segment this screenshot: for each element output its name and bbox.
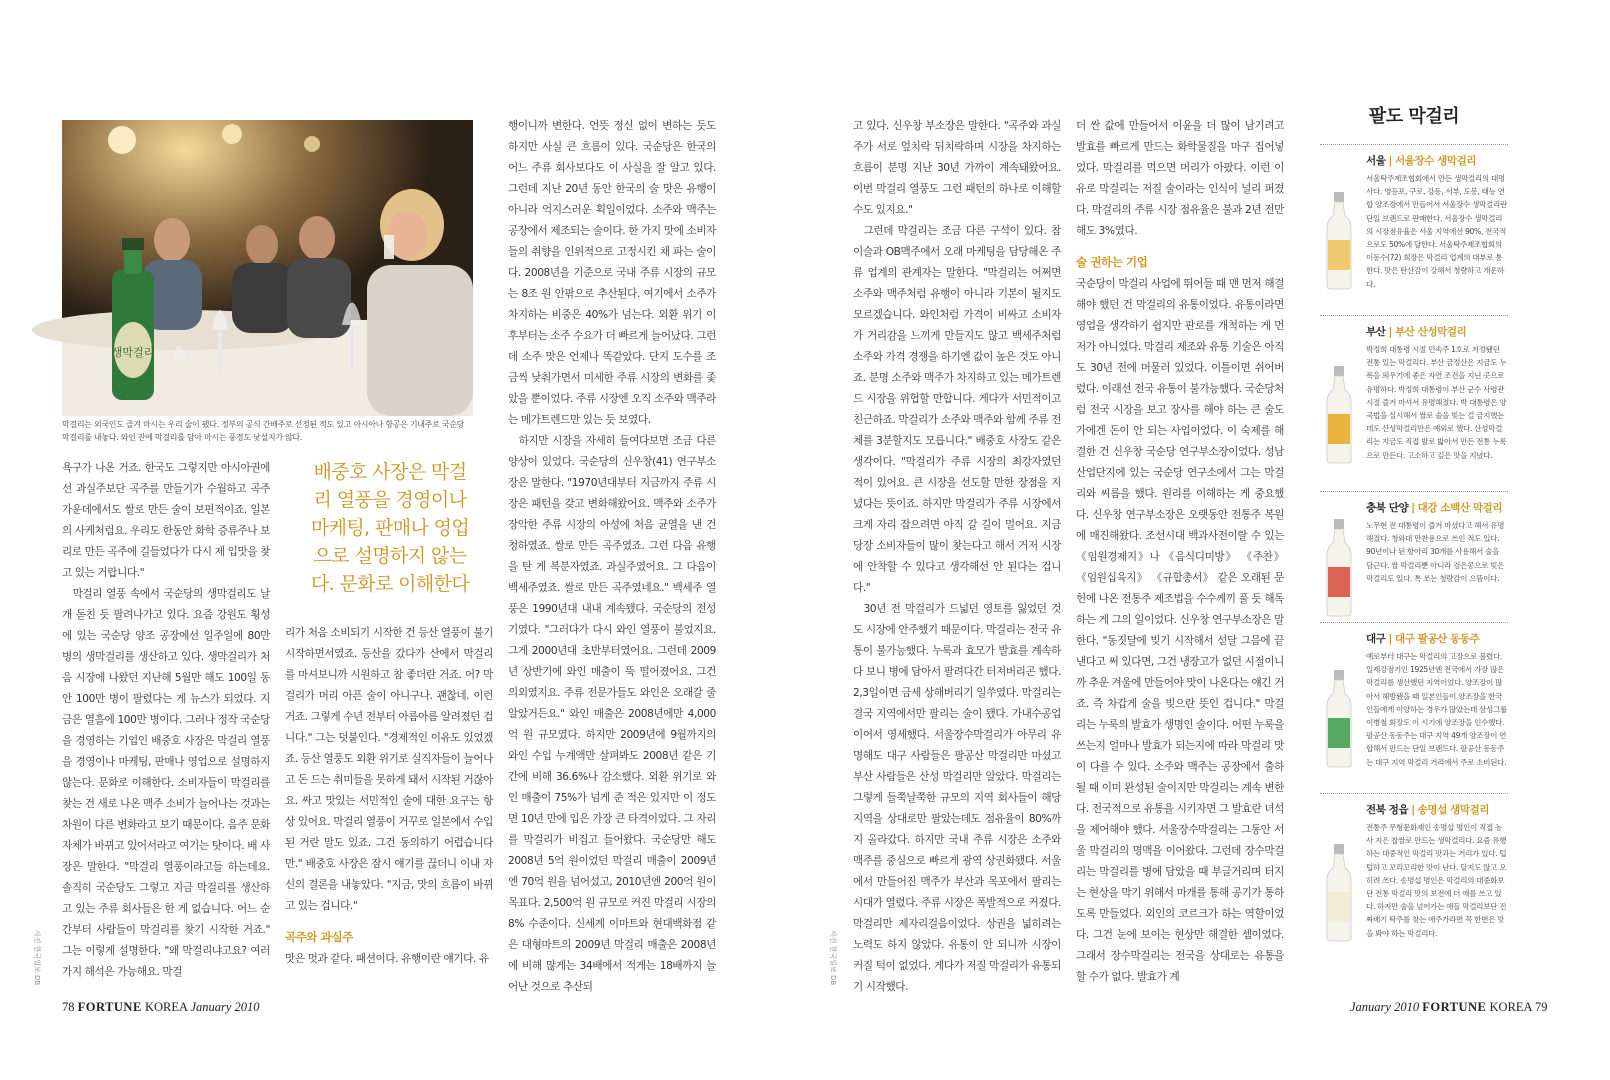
region: 대구: [1366, 633, 1386, 645]
issue-date: January 2010: [190, 1000, 260, 1014]
magazine-name-2: KOREA: [1489, 1000, 1532, 1014]
sidebar-item-heading: 대구 | 대구 팔공산 동동주: [1366, 633, 1480, 645]
region: 서울: [1366, 155, 1386, 167]
magazine-name: FORTUNE: [1422, 1000, 1487, 1014]
sidebar-item: [1320, 145, 1508, 315]
article-column-5: [1076, 116, 1284, 986]
region: 전북 정읍: [1366, 804, 1409, 816]
article-column-1: [62, 458, 270, 986]
photo-credit-right: 사진 한국일보 DB: [829, 930, 837, 986]
photo-caption: 막걸리는 외국인도 즐겨 마시는 우리 술이 됐다. 정부의 공식 간배주로 선정된 적도 있고 아시아나 항공은 기내주로 국순당 막걸리를 내놓다. 와인 잔에 막걸리를 담아 마시는 풍경도 낯설지가 않다.: [62, 420, 465, 442]
page-number: 79: [1535, 1000, 1548, 1014]
bottle-icon: [1324, 364, 1354, 464]
magazine-name: FORTUNE: [77, 1000, 142, 1014]
sidebar-item: [1320, 623, 1508, 793]
sidebar-item-heading: 충북 단양 | 대강 소백산 막걸리: [1366, 502, 1503, 514]
article-photo: [62, 120, 473, 416]
article-column-4: [853, 116, 1061, 993]
bottle-label: 생막걸리: [111, 346, 155, 359]
bottle-icon: [1324, 668, 1354, 768]
paragraph: 그런데 막걸리는 조금 다른 구석이 있다. 참이슬과 OB맥주에서 오래 마케팅을 담당해온 주류 업계의 관계자는 말한다. "막걸리는 어쩌면 소주와 맥주처럼 유행이 아니라 기본이 될지도 모르겠습니다. 와인처럼 가격이 비싸고 소비자가 거리감을 느끼게 만들지도 않고 백세주처럼 소주와 가격 경쟁을 하기엔 값이 높은 것도 아니죠. 분명 소주와 맥주가 차지하고 있는 메가트렌드 시장을 위협할 만합니다. 게다가 서민적이고 친근하죠. 막걸리가 소주와 맥주와 함께 주류 전체를 3분할지도 모릅니다." 배중호 사장도 같은 생각이다. "막걸리가 주류 시장의 최강자였던 적이 있어요. 큰 시장을 선도할 만한 장점을 지녔다는 뜻이죠. 하지만 막걸리가 주류 시장에서 크게 자리 잡으려면 아직 갈 길이 멀어요. 지금 당장 소비자들이 많이 찾는다고 해서 거저 시장에 안착할 수 있다고 생각해선 안 된다는 겁니다.": [853, 225, 1061, 594]
article-column-2: [285, 623, 493, 986]
region: 충북 단양: [1366, 502, 1409, 514]
paragraph: 맛은 멋과 같다. 패션이다. 유행이란 얘기다. 유: [285, 953, 489, 965]
product-name: 송명섭 생막걸리: [1417, 804, 1490, 816]
sidebar-item: [1320, 316, 1508, 491]
sidebar-regional-makgeolli: [1320, 100, 1508, 969]
paragraph: 30년 전 막걸리가 드넓던 영토를 잃었던 것도 시장에 안주했기 때문이다. 막걸리는 전국 유통이 불가능했다. 누룩과 효모가 발효를 계속하다 보니 병에 담아서 팔려다간 터져버리곤 했다. 2,3일이면 금세 상해버리기 일쑤였다. 막걸리는 결국 지역에서만 팔리는 술이 됐다. 가내수공업이어서 영세했다. 서울장수막걸리가 아무리 유명해도 대구 사람들은 팔공산 막걸리만 마셨고 부산 사람들은 산성 막걸리만 알았다. 막걸리는 그렇게 들쭉날쭉한 규모의 지역 회사들이 해당 지역을 상대로만 팔았는데도 점유율이 80%까지 올라갔다. 하지만 국내 주류 시장은 소주와 맥주를 중심으로 빠르게 광역 상권화됐다. 서울에서 만들어진 맥주가 부산과 목포에서 팔리는 시대가 열렸다. 주류 시장은 폭발적으로 커졌다. 막걸리만 제자리걸음이었다. 상권을 넓히려는 노력도 하지 않았다. 유통이 안 되니까 시장이 커질 턱이 없었다. 게다가 저질 막걸리가 유통되기 시작했다.: [853, 603, 1061, 993]
paragraph: 국순당이 막걸리 사업에 뛰어들 때 맨 먼저 해결해야 했던 건 막걸리의 유통이었다. 유통이라면 영업을 생각하기 쉽지만 판로를 개척하는 게 먼저가 아니었다. 막걸리 제조와 유통 기술은 아직도 30년 전에 머물러 있었다. 이틀이면 쉬어버렸다. 이래선 전국 유통이 불가능했다. 국순당처럼 전국 시장을 보고 장사를 해야 하는 큰 술도가에겐 돈이 안 되는 사업이었다. 이 숙제를 해결한 건 신우창 국순당 연구부소장이었다. 성남 산업단지에 있는 국순당 연구소에서 그는 막걸리와 씨름을 했다. 원리를 이해하는 게 중요했다. 신우창 연구부소장은 오랫동안 전통주 복원에 매진해왔다. 조선시대 백과사전이랄 수 있는 《임원경제지》나 《음식디미방》 《주찬》 《임원십육지》 《규합총서》 같은 오래된 문헌에 나온 전통주 제조법을 수수께끼 풀 듯 해독하는 게 그의 일이었다. 신우창 연구부소장은 말한다. "동짓달에 빚기 시작해서 섣달 그믐에 끝낸다고 써 있다면, 그건 냉장고가 없던 시절이니까 추운 겨울에 만들어야 맛이 나온다는 얘긴 거죠. 즉 차갑게 술을 빚으란 뜻인 겁니다." 막걸리는 누룩의 발효가 생명인 술이다. 어떤 누룩을 쓰는지 얼마나 발효가 되는지에 따라 막걸리 맛이 다를 수 있다. 소주와 맥주는 공장에서 출하될 때 이미 완성된 술이지만 막걸리는 계속 변한다. 전국적으로 유통을 시키자면 그 발효란 녀석을 제어해야 했다. 서울장수막걸리는 그동안 서울 막걸리의 명맥을 이어왔다. 그런데 장수막걸리는 막걸리를 병에 담았을 때 부글거리며 터지는 현상을 막기 위해서 마개를 통해 공기가 통하도록 만들었다. 외인의 코르크가 하는 역할이었다. 그건 눈에 보이는 현상만 해결한 셈이었다. 그래서 장수막걸리는 전국을 상대로는 유통을 할 수가 없다. 발효가 계: [1076, 278, 1284, 983]
sidebar-item: [1320, 794, 1508, 969]
product-name: 대강 소백산 막걸리: [1417, 502, 1503, 514]
bottle-icon: [1324, 517, 1354, 617]
product-name: 대구 팔공산 동동주: [1394, 633, 1480, 645]
paragraph: 고 있다. 신우창 부소장은 말한다. "곡주와 과실주가 서로 엎치락 뒤치락하며 시장을 차지하는 흐름이 분명 지난 30년 가까이 계속돼왔어요. 이번 막걸리 열풍도 그런 패턴의 하나로 이해할 수도 있지요.": [853, 120, 1061, 216]
product-name: 부산 산성막걸리: [1394, 326, 1467, 338]
sidebar-item-heading: 전북 정읍 | 송명섭 생막걸리: [1366, 804, 1490, 816]
dinner-scene-illustration: [62, 120, 473, 416]
bottle-icon: [1324, 190, 1354, 290]
paragraph: 행이니까 변한다. 언뜻 정신 없이 변하는 듯도 하지만 사실 큰 흐름이 있다. 국순당은 한국의 어느 주류 회사보다도 이 사실을 잘 알고 있다. 그런데 지난 20년 동안 한국의 술 맛은 유행이 아니라 억지스러운 획일이었다. 소주와 맥주는 공장에서 제조되는 술이다. 한 가지 맛에 소비자들의 취향을 인위적으로 고정시킨 채 파는 술이다. 2008년을 기준으로 국내 주류 시장의 규모는 8조 원 안팎으로 추산된다. 여기에서 소주가 차지하는 비중은 40%가 넘는다. 외환 위기 이후부터는 소주 수요가 더 빠르게 늘어났다. 그런데 소주 맛은 언제나 똑같았다. 단지 도수를 조금씩 낮춰가면서 미세한 주류 시장의 변화를 좇았을 뿐이었다. 주류 시장엔 오직 소주와 맥주라는 메가트렌드만 있는 듯 보였다.: [508, 120, 716, 426]
photo-credit: 사진 한국일보 DB: [33, 930, 41, 986]
sidebar-item-text: 서울탁주제조협회에서 만든 생막걸리의 대명사다. 영등포, 구로, 강동, 서부, 도봉, 태능 연합 양조장에서 만들어서 서울장수 생막걸리란 단일 브랜드로 판매한다. 서울장수 생막걸리의 시장점유율은 서울 지역에선 90%, 전국적으로도 50%에 달한다. 서울탁주제조협회의 이동수(72) 회장은 막걸리 업계의 대부로 통한다. 맛은 탄산감이 강해서 청량하고 개운하다.: [1366, 174, 1507, 289]
paragraph: 더 싼 값에 만들어서 이윤을 더 많이 남기려고 발효를 빠르게 만드는 화학물질을 마구 집어넣었다. 막걸리를 먹으면 머리가 아팠다. 이런 이유로 막걸리는 저질 술이라는 인식이 널리 퍼졌다. 막걸리의 주류 시장 점유율은 불과 2년 전만 해도 3%였다.: [1076, 120, 1284, 237]
folio-left: [62, 1000, 260, 1015]
region: 부산: [1366, 326, 1386, 338]
paragraph: 욕구가 나온 거죠. 한국도 그렇지만 아시아권에선 과실주보단 곡주를 만들기가 수월하고 곡주가운데에서도 쌀로 만든 술이 보편적이죠. 일본의 사케처럼요. 우리도 한동안 화학 증류주나 보리로 만든 곡주에 길들었다가 다시 제 입맛을 찾고 있는 거랍니다.": [62, 462, 270, 579]
sidebar-item-heading: 부산 | 부산 산성막걸리: [1366, 326, 1467, 338]
paragraph: 리가 처음 소비되기 시작한 건 등산 열풍이 불기 시작하면서였죠. 등산을 갔다가 산에서 막걸리를 마셔보니까 시원하고 참 좋더란 거죠. 어? 막걸리가 머리 아픈 술이 아니구나. 괜찮네. 이런 거죠. 그렇게 수년 전부터 아름아름 알려졌던 겁니다." 그는 덧붙인다. "경제적인 이유도 있었겠죠. 등산 열풍도 외환 위기로 실직자들이 늘어나고 돈 드는 취미들을 못하게 돼서 시작된 거잖아요. 싸고 맛있는 서민적인 술에 대한 요구는 항상 있어요. 막걸리 열풍이 거꾸로 일본에서 수입된 거란 말도 있죠. 그건 동의하기 어렵습니다만." 배중호 사장은 잠시 얘기를 끊더니 이내 자신의 결론을 내놓았다. "지금, 맛의 흐름이 바뀌고 있는 겁니다.": [285, 627, 493, 912]
sidebar-item-heading: 서울 | 서울장수 생막걸리: [1366, 155, 1477, 167]
article-column-3: [508, 116, 716, 993]
sidebar-item-text: 전통주 무형문화재인 송명섭 명인이 직접 농사 지은 찹쌀로 만드는 생막걸리다. 요즘 유행하는 대중적인 막걸리 맛과는 거리가 있다. 텁텁하고 꼬리꼬리한 맛이 난다. 달지도 않고 오히려 쓰다. 송명섭 명인은 막걸리의 대중화보단 전통 막걸리 맛의 보전에 더 애를 쓰고 있다. 하지만 술을 넘어가는 애들 막걸리보단 진짜배기 탁주를 찾는 애주가라면 꼭 한번은 맛을 봐야 하는 막걸리다.: [1366, 823, 1507, 938]
sidebar-title: 팔도 막걸리: [1368, 106, 1460, 127]
bottle-icon: [1324, 842, 1354, 942]
sidebar-item-text: 노무현 전 대통령이 즐겨 마셨다고 해서 유명해졌다. 청와대 만찬용으로 쓰인 적도 있다. 90년이나 된 항아리 30개를 사용해서 술을 담근다. 쌀 막걸리뿐 아니라 검은콩으로 빚은 막걸리도 있다. 톡 쏘는 청량감이 으뜸이다.: [1366, 521, 1505, 583]
section-heading: 곡주와 과실주: [285, 930, 353, 944]
sidebar-item-text: 예로부터 대구는 막걸리의 고장으로 불렸다. 일제강점기인 1925년엔 전국에서 가장 많은 막걸리를 생산했던 지역이었다. 양조장이 많아서 해방됐을 때 일본인들이 양조장을 한국인들에게 이양하는 경우가 많았는데 삼성그룹 이병철 회장도 이 시기에 양조장을 인수했다. 팔공산 동동주는 대구 지역 49개 양조장이 연합해서 만드는 단일 브랜드다. 팔공산 동동주는 대구 지역 막걸리 거리에서 주로 소비된다.: [1366, 652, 1507, 767]
paragraph: 막걸리 열풍 속에서 국순당의 생막걸리도 날개 돋친 듯 팔려나가고 있다. 요즘 강원도 횡성에 있는 국순당 양조 공장에선 일주일에 80만 병의 생막걸리를 생산하고 있다. 생막걸리가 처음 시장에 나왔던 지난해 5월만 해도 100일 동안 100만 병이 팔렸다는 게 뉴스가 되었다. 지금은 열흘에 100만 병이다. 그러나 정작 국순당을 경영하는 기업인 배중호 사장은 막걸리 열풍을 경영이나 마케팅, 판매나 영업으로 설명하지 않는다. 문화로 이해한다. 소비자들이 막걸리를 찾는 건 새로 나온 맥주 소비가 늘어나는 것과는 차원이 다른 변화라고 보기 때문이다. 음주 문화 자체가 바뀌고 있어서라고 여기는 탓이다. 배 사장은 말한다. "막걸리 열풍이라고들 하는데요. 솔직히 국순당도 그렇고 지금 막걸리를 생산하고 있는 주류 회사들은 한 게 없습니다. 어느 순간부터 사람들이 막걸리를 찾기 시작한 거죠." 그는 이렇게 설명한다. "왜 막걸리냐고요? 여러 가지 해석은 가능해요. 막걸: [62, 588, 270, 978]
sidebar-item-text: 박정희 대통령 시절 민속주 1호로 지정됐던 전통 있는 막걸리다. 부산 금정산은 지금도 누룩을 띄우기에 좋은 자연 조건을 지닌 곳으로 유명하다. 박정희 대통령이 부산 군수 사령관 시절 즐겨 마셔서 유명해졌다. 박 대통령은 양곡법을 실시해서 쌀로 술을 빚는 걸 금지했는데도 산성막걸리만은 예외로 했다. 산성막걸리는 지금도 직접 발로 밟아서 만든 전통 누룩으로 만든다. 고소하고 깊은 맛을 지녔다.: [1366, 345, 1507, 460]
magazine-name-2: KOREA: [144, 1000, 188, 1014]
paragraph: 하지만 시장을 자세히 들여다보면 조금 다른 양상이 있었다. 국순당의 신우창(41) 연구부소장은 말한다. "1970년대부터 지금까지 주류 시장은 패턴을 갖고 변화해왔어요. 맥주와 소주가 장악한 주류 시장의 아성에 처음 균열을 낸 건 청하였죠. 쌀로 만든 곡주였죠. 그런 다음 유행을 탄 게 복분자였죠. 과실주였어요. 그 다음이 백세주였죠. 쌀로 만든 곡주였네요." 백세주 열풍은 1990년대 내내 계속됐다. 국순당의 전성기였다. "그러다가 다시 와인 열풍이 불었지요. 그게 2000년대 초반부터였어요. 그런데 2009년 상반기에 와인 매출이 뚝 떨어졌어요. 그건 의외였지요. 주류 전문가들도 와인은 오래갈 줄 알았거든요." 와인 매출은 2008년에만 4,000억 원 규모였다. 하지만 2009년에 9월까지의 와인 수입 누계액만 살펴봐도 2008년 같은 기간에 비해 36.6%나 감소했다. 외환 위기로 와인 매출이 75%가 넘게 준 적은 있지만 이 정도면 10년 만에 입은 가장 큰 타격이었다. 그 자리를 막걸리가 비집고 들어왔다. 국순당만 해도 2008년 5억 원이었던 막걸리 매출이 2009년엔 70억 원을 넘어섰고, 2010년엔 200억 원이 목표다. 2,500억 원 규모로 커진 막걸리 시장의 8% 수준이다. 신세계 이마트와 현대백화점 같은 대형마트의 2009년 막걸리 매출은 2008년에 비해 많게는 34배에서 적게는 18배까지 늘어난 것으로 추산되: [508, 435, 716, 993]
sidebar-item: [1320, 492, 1508, 622]
section-heading: 술 권하는 기업: [1076, 255, 1148, 269]
page-number: 78: [62, 1000, 75, 1014]
folio-right: [1350, 1000, 1548, 1015]
product-name: 서울장수 생막걸리: [1394, 155, 1477, 167]
pull-quote: 배중호 사장은 막걸리 열풍을 경영이나 마케팅, 판매나 영업으로 설명하지 않는다. 문화로 이해한다: [310, 461, 470, 595]
issue-date: January 2010: [1350, 1000, 1420, 1014]
